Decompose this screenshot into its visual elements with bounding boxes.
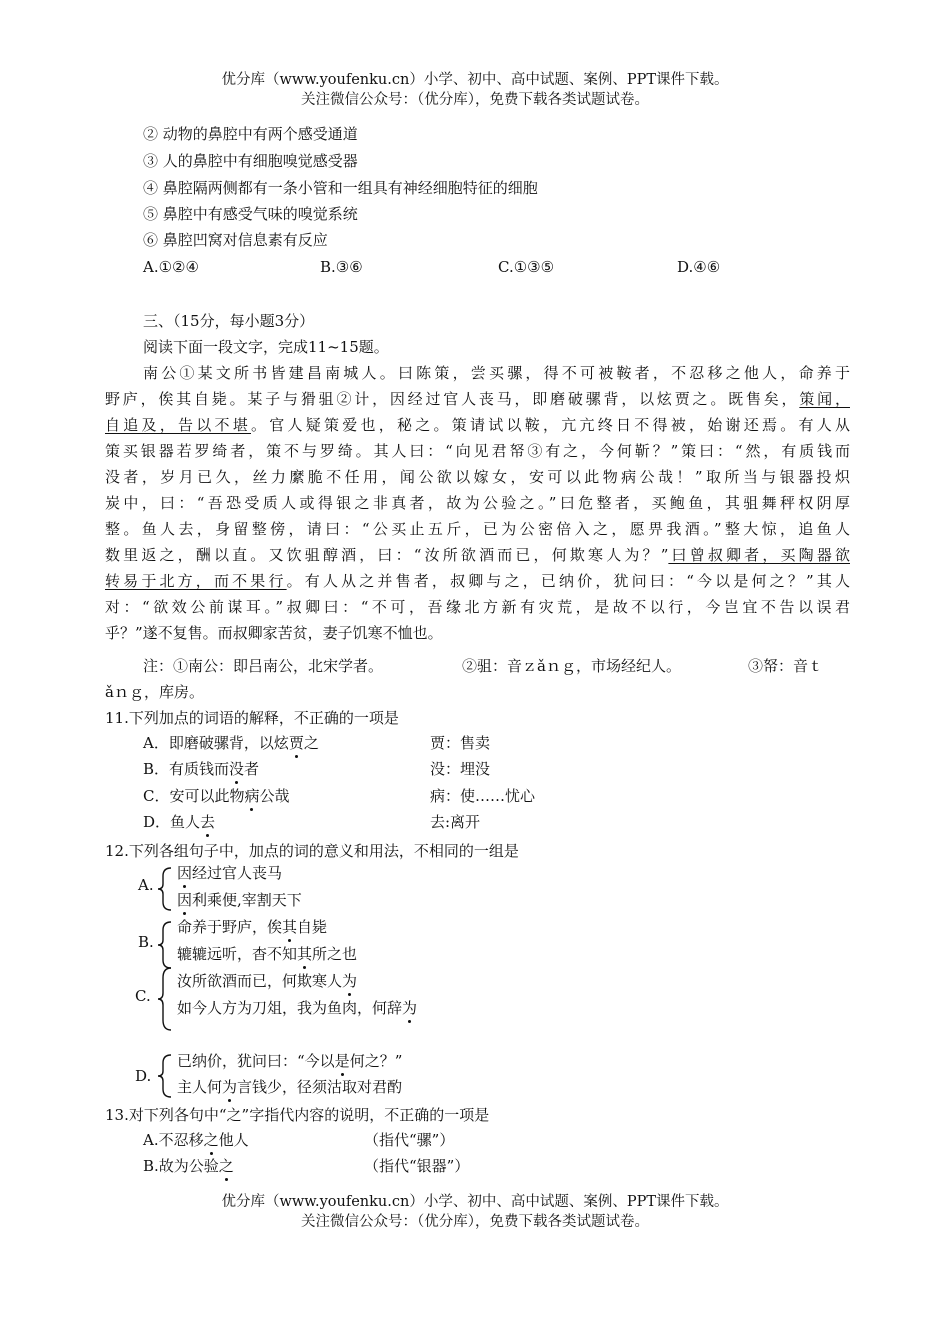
footer-line-1: 优分库（www.youfenku.cn）小学、初中、高中试题、案例、PPT课件下载。 (221, 1194, 729, 1210)
q11-expl-d: 去:离开 (430, 813, 481, 831)
passage-line: 转易于北方，而不果行。有人从之并售者，叔卿与之，已纳价，犹问曰：“今以是何之？”其人 (105, 572, 850, 590)
q12-label-d: D. (135, 1067, 152, 1085)
underlined-sentence: 自追及，告以不堪 (105, 416, 251, 434)
section-instruction: 阅读下面一段文字，完成11~15题。 (143, 338, 389, 356)
note-2: ②驵：音ｚǎｎｇ，市场经纪人。 (462, 657, 681, 675)
q12-d-sentence-2: 主人何为言钱少，径须沽取对君酌 (177, 1078, 403, 1096)
header-line-2: 关注微信公众号：（优分库），免费下载各类试题试卷。 (301, 92, 649, 108)
q10-option-d: D.④⑥ (677, 258, 721, 276)
footer-line-2: 关注微信公众号：（优分库），免费下载各类试题试卷。 (301, 1214, 649, 1230)
q13-expl-a: （指代“骡”） (364, 1131, 455, 1149)
passage-line: 整。鱼人去，身留整傍，请曰：“公买止五斤，已为公密倍入之，愿畀我酒。”整大惊，追鱼人 (105, 520, 850, 538)
q11-option-d: D．鱼人去 (143, 813, 216, 831)
passage-line: 数里返之，酬以直。又饮驵醇酒，曰：“汝所欲酒而已，何欺寒人为？”曰曾叔卿者，买陶器欲 (105, 546, 850, 564)
q10-item: ③ 人的鼻腔中有细胞嗅觉感受器 (143, 152, 358, 170)
q11-expl-a: 贾：售卖 (430, 734, 491, 752)
passage-line: 自追及，告以不堪。官人疑策爱也，秘之。策请试以鞍，亢亢终日不得被，始谢还焉。有人从 (105, 416, 850, 434)
q12-b-sentence-1: 命养于野庐，俟其自毙 (177, 918, 328, 936)
q12-a-sentence-1: 因经过官人丧马 (177, 864, 283, 882)
q10-option-b: B.③⑥ (320, 258, 363, 276)
q13-expl-b: （指代“银器”） (364, 1157, 470, 1175)
q12-c-sentence-2: 如今人方为刀俎，我为鱼肉，何辞为 (177, 999, 418, 1017)
q11-expl-c: 病：使……忧心 (430, 787, 536, 805)
q13-option-a: A.不忍移之他人 (143, 1131, 249, 1149)
brace-icon (157, 920, 173, 970)
passage-line: 没者，岁月已久，丝力縻脆不任用，闻公欲以嫁女，安可以此物病公哉！”取所当与银器投炽 (105, 468, 850, 486)
brace-icon (157, 966, 173, 1032)
q13-option-b: B.故为公验之 (143, 1157, 234, 1175)
brace-icon (157, 1053, 173, 1099)
q12-b-sentence-2: 辘辘远听，杳不知其所之也 (177, 945, 358, 963)
q13-stem: 13.对下列各句中“之”字指代内容的说明，不正确的一项是 (105, 1106, 490, 1124)
passage-line: 南公①某文所书皆建昌南城人。曰陈策，尝买骡，得不可被鞍者，不忍移之他人，命养于 (143, 364, 850, 382)
q12-a-sentence-2: 因利乘便,宰割天下 (177, 891, 302, 909)
q12-stem: 12.下列各组句子中，加点的词的意义和用法，不相同的一组是 (105, 842, 519, 860)
passage-line: 对：“欲效公前谋耳。”叔卿曰：“不可，吾缘北方新有灾荒，是故不以行，今岂宜不告以误君 (105, 598, 850, 616)
brace-icon (157, 866, 173, 912)
underlined-sentence: 转易于北方，而不果行 (105, 572, 287, 590)
note-3-cont: ǎｎｇ，库房。 (105, 683, 204, 701)
q11-expl-b: 没：埋没 (430, 760, 491, 778)
passage-line: 炭中，曰：“吾恐受质人或得银之非真者，故为公验之。”曰危整者，买鲍鱼，其驵舞秤权阴厚 (105, 494, 850, 512)
q10-item: ④ 鼻腔隔两侧都有一条小管和一组具有神经细胞特征的细胞 (143, 179, 538, 197)
q10-option-c: C.①③⑤ (498, 258, 555, 276)
passage-line: 乎？”遂不复售。而叔卿家苦贫，妻子饥寒不恤也。 (105, 624, 443, 642)
underlined-sentence: 策闻， (799, 390, 850, 408)
underlined-sentence: 曰曾叔卿者，买陶器欲 (668, 546, 850, 564)
q11-stem: 11.下列加点的词语的解释，不正确的一项是 (105, 709, 399, 727)
q12-c-sentence-1: 汝所欲酒而已，何欺寒人为 (177, 972, 358, 990)
q10-item: ② 动物的鼻腔中有两个感受通道 (143, 125, 358, 143)
q12-label-a: A. (138, 876, 154, 894)
note-1: 注：①南公：即吕南公，北宋学者。 (143, 657, 384, 675)
passage-line: 策买银器若罗绮者，策不与罗绮。其人曰：“向见君帑③有之，今何靳？”策曰：“然，有质钱而 (105, 442, 850, 460)
header-line-1: 优分库（www.youfenku.cn）小学、初中、高中试题、案例、PPT课件下载。 (221, 72, 729, 88)
q10-item: ⑥ 鼻腔凹窝对信息素有反应 (143, 231, 328, 249)
q10-item: ⑤ 鼻腔中有感受气味的嗅觉系统 (143, 205, 358, 223)
q11-option-c: C．安可以此物病公哉 (143, 787, 290, 805)
q10-option-a: A.①②④ (143, 258, 199, 276)
q11-option-b: B．有质钱而没者 (143, 760, 260, 778)
passage-line: 野庐，俟其自毙。某子与猾驵②计，因经过官人丧马，即磨破骡背，以炫贾之。既售矣，策闻， (105, 390, 850, 408)
q12-d-sentence-1: 已纳价，犹问曰：“今以是何之？” (177, 1052, 403, 1070)
q11-option-a: A．即磨破骡背，以炫贾之 (143, 734, 319, 752)
section-heading: 三、（15分，每小题3分） (143, 312, 315, 330)
q12-label-c: C. (135, 987, 151, 1005)
note-3: ③帑：音ｔ (748, 657, 824, 675)
q12-label-b: B. (138, 933, 154, 951)
